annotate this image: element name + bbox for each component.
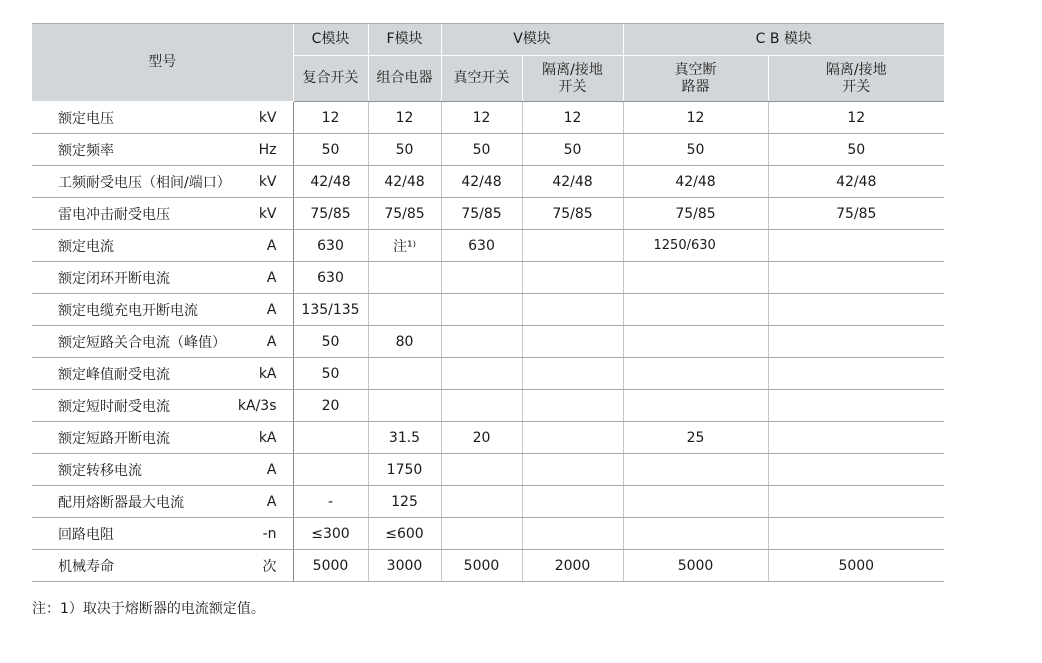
table-cell: 42/48 [768,166,944,198]
table-cell [623,358,768,390]
table-row [32,102,944,134]
row-label: 额定短路开断电流 [32,422,225,454]
table-cell [293,454,368,486]
header-sub-isolation-earthing-cb: 隔离/接地 开关 [768,56,944,102]
table-cell [768,454,944,486]
table-cell [293,422,368,454]
table-cell: 12 [368,102,441,134]
row-label: 额定电压 [32,102,225,134]
header-model: 型号 [32,24,293,102]
table-cell: 12 [441,102,522,134]
table-cell: 75/85 [368,198,441,230]
row-label: 额定转移电流 [32,454,225,486]
row-unit: kV [225,198,293,230]
table-cell: 135/135 [293,294,368,326]
table-cell: 25 [623,422,768,454]
header-sub-vacuum-breaker: 真空断 路器 [623,56,768,102]
row-unit: kA [225,422,293,454]
table-row [32,454,944,486]
row-label: 额定短路关合电流（峰值） [32,326,225,358]
table-cell: 80 [368,326,441,358]
table-cell: 5000 [441,550,522,582]
table-row [32,294,944,326]
table-cell [522,262,623,294]
table-cell [768,518,944,550]
table-row [32,550,944,582]
row-label: 雷电冲击耐受电压 [32,198,225,230]
table-cell: 50 [368,134,441,166]
table-cell: 注¹⁾ [368,230,441,262]
table-cell: 42/48 [368,166,441,198]
row-unit: kA [225,358,293,390]
table-row [32,198,944,230]
table-cell: 75/85 [768,198,944,230]
header-row-groups [32,24,944,56]
row-unit: A [225,454,293,486]
row-label: 额定闭环开断电流 [32,262,225,294]
table-cell [441,390,522,422]
table-cell: 125 [368,486,441,518]
table-cell: 75/85 [441,198,522,230]
table-cell: 50 [623,134,768,166]
table-row [32,422,944,454]
spec-table [32,23,944,582]
row-unit: A [225,326,293,358]
table-cell [768,294,944,326]
table-cell [441,518,522,550]
table-cell: 5000 [293,550,368,582]
table-row [32,134,944,166]
table-cell: 630 [441,230,522,262]
table-cell [522,518,623,550]
table-cell: 50 [768,134,944,166]
row-label: 配用熔断器最大电流 [32,486,225,518]
row-unit: A [225,262,293,294]
table-row [32,358,944,390]
table-cell [623,390,768,422]
table-row [32,230,944,262]
table-row [32,518,944,550]
table-cell: 42/48 [522,166,623,198]
table-cell [768,326,944,358]
table-cell [623,262,768,294]
row-label: 额定频率 [32,134,225,166]
header-sub-vacuum-switch: 真空开关 [441,56,522,102]
table-cell: 75/85 [522,198,623,230]
header-group-f: F模块 [368,24,441,56]
table-cell [441,358,522,390]
table-cell: ≤600 [368,518,441,550]
table-cell [522,326,623,358]
table-cell [368,358,441,390]
table-cell: 630 [293,262,368,294]
row-unit: -n [225,518,293,550]
row-label: 额定电流 [32,230,225,262]
table-cell [368,294,441,326]
table-cell [368,390,441,422]
table-cell: - [293,486,368,518]
table-cell: 50 [522,134,623,166]
table-cell: 20 [293,390,368,422]
table-cell: 5000 [768,550,944,582]
table-row [32,166,944,198]
table-cell [522,230,623,262]
row-unit: A [225,230,293,262]
table-cell: 50 [441,134,522,166]
table-cell: 12 [293,102,368,134]
table-cell: 20 [441,422,522,454]
table-cell: ≤300 [293,518,368,550]
table-cell: 1750 [368,454,441,486]
table-cell: 42/48 [441,166,522,198]
table-cell [623,454,768,486]
table-cell [522,486,623,518]
header-sub-combined-apparatus: 组合电器 [368,56,441,102]
table-cell [768,230,944,262]
table-cell [522,294,623,326]
header-group-cb: C B 模块 [623,24,944,56]
table-cell [522,454,623,486]
table-cell: 42/48 [293,166,368,198]
table-cell [441,326,522,358]
table-cell [623,518,768,550]
table-cell [368,262,441,294]
table-cell: 50 [293,326,368,358]
table-row [32,326,944,358]
row-unit: kV [225,166,293,198]
table-cell [441,294,522,326]
table-cell [441,262,522,294]
table-cell [522,358,623,390]
row-label: 机械寿命 [32,550,225,582]
row-label: 额定峰值耐受电流 [32,358,225,390]
table-cell: 2000 [522,550,623,582]
table-row [32,262,944,294]
table-cell: 630 [293,230,368,262]
row-unit: A [225,486,293,518]
table-cell [522,390,623,422]
spec-table-body [32,102,944,582]
table-cell: 12 [768,102,944,134]
table-cell: 50 [293,134,368,166]
table-cell [768,486,944,518]
row-unit: kV [225,102,293,134]
table-cell [768,262,944,294]
table-cell: 12 [623,102,768,134]
table-cell [768,390,944,422]
header-group-v: V模块 [441,24,623,56]
table-cell [768,358,944,390]
table-cell [441,454,522,486]
table-cell [441,486,522,518]
table-cell [522,422,623,454]
table-cell: 42/48 [623,166,768,198]
row-label: 回路电阻 [32,518,225,550]
table-cell: 50 [293,358,368,390]
table-cell: 1250/630 [623,230,768,262]
header-group-c: C模块 [293,24,368,56]
header-sub-isolation-earthing-v: 隔离/接地 开关 [522,56,623,102]
table-cell: 12 [522,102,623,134]
table-cell [623,486,768,518]
row-label: 工频耐受电压（相间/端口） [32,166,225,198]
table-cell: 5000 [623,550,768,582]
row-label: 额定电缆充电开断电流 [32,294,225,326]
table-cell: 75/85 [293,198,368,230]
table-cell [623,294,768,326]
table-cell [623,326,768,358]
table-row [32,390,944,422]
row-unit: Hz [225,134,293,166]
header-sub-composite-switch: 复合开关 [293,56,368,102]
table-cell: 31.5 [368,422,441,454]
footnote: 注：1）取决于熔断器的电流额定值。 [32,601,265,617]
table-cell [768,422,944,454]
row-unit: kA/3s [225,390,293,422]
row-label: 额定短时耐受电流 [32,390,225,422]
row-unit: A [225,294,293,326]
table-cell: 3000 [368,550,441,582]
row-unit: 次 [225,550,293,582]
table-row [32,486,944,518]
table-cell: 75/85 [623,198,768,230]
